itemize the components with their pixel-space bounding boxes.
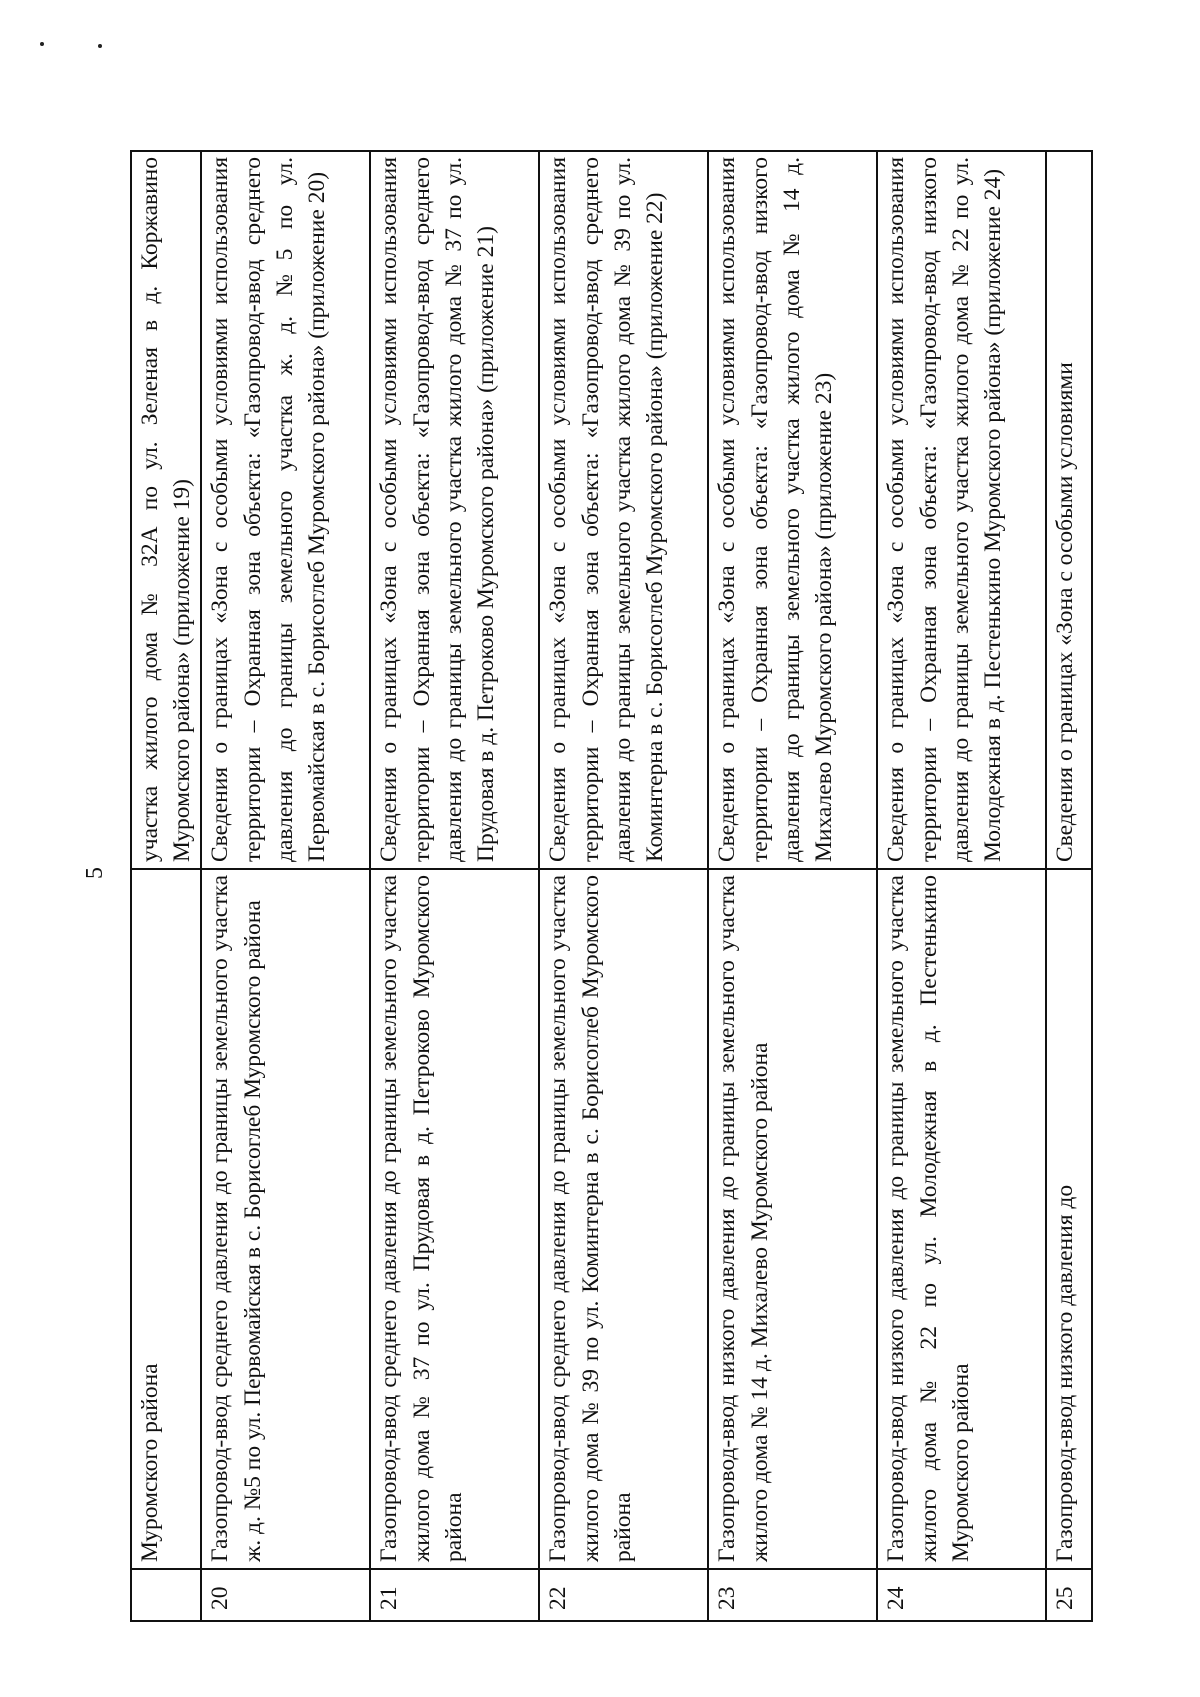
cell-number: 23 [708,1569,877,1621]
table-row [201,151,370,1621]
cell-zone-info: Сведения о границах «Зона с особыми условиями использования территории – Охранная зона объекта: «Газопровод-ввод низкого давления до границы земельного участка жилого дома № 22 по ул. Молодежная в д. Пестенькино Муромского района» (приложение 24) [877,151,1046,869]
cell-object-name: Газопровод-ввод низкого давления до границы земельного участка жилого дома № 14 д. Михалево Муромского района [708,869,877,1569]
table-row [1046,151,1092,1621]
page-number: 5 [82,867,108,879]
cell-object-name: Муромского района [131,869,201,1569]
cell-zone-info: Сведения о границах «Зона с особыми условиями [1046,151,1092,869]
table-row [370,151,539,1621]
cell-number [131,1569,201,1621]
cell-zone-info: Сведения о границах «Зона с особыми условиями использования территории – Охранная зона объекта: «Газопровод-ввод низкого давления до границы земельного участка жилого дома № 14 д. Михалево Муромского района» (приложение 23) [708,151,877,869]
cell-zone-info: Сведения о границах «Зона с особыми условиями использования территории – Охранная зона объекта: «Газопровод-ввод среднего давления до границы земельного участка жилого дома № 39 по ул. Коминтерна в с. Борисоглеб Муромского района» (приложение 22) [539,151,708,869]
cell-object-name: Газопровод-ввод среднего давления до границы земельного участка жилого дома № 39 по ул. Коминтерна в с. Борисоглеб Муромского района [539,869,708,1569]
cell-zone-info: участка жилого дома № 32А по ул. Зеленая в д. Коржавино Муромского района» (приложение 19) [131,151,201,869]
cell-number: 22 [539,1569,708,1621]
cell-number: 24 [877,1569,1046,1621]
cell-zone-info: Сведения о границах «Зона с особыми условиями использования территории – Охранная зона объекта: «Газопровод-ввод среднего давления до границы земельного участка жилого дома № 37 по ул. Прудовая в д. Петроково Муромского района» (приложение 21) [370,151,539,869]
table-row-continuation [131,151,201,1621]
cell-object-name: Газопровод-ввод низкого давления до [1046,869,1092,1569]
cell-object-name: Газопровод-ввод среднего давления до границы земельного участка жилого дома № 37 по ул. Прудовая в д. Петроково Муромского района [370,869,539,1569]
cell-number: 25 [1046,1569,1092,1621]
table-row [877,151,1046,1621]
cell-zone-info: Сведения о границах «Зона с особыми условиями использования территории – Охранная зона объекта: «Газопровод-ввод среднего давления до границы земельного участка ж. д. №5 по ул. Первомайская в с. Борисоглеб Муромского района» (приложение 20) [201,151,370,869]
table-row [708,151,877,1621]
table-row [539,151,708,1621]
cell-number: 20 [201,1569,370,1621]
cell-number: 21 [370,1569,539,1621]
cell-object-name: Газопровод-ввод среднего давления до границы земельного участка ж. д. №5 по ул. Первомайская в с. Борисоглеб Муромского района [201,869,370,1569]
document-table [130,150,1093,1622]
cell-object-name: Газопровод-ввод низкого давления до границы земельного участка жилого дома № 22 по ул. Молодежная в д. Пестенькино Муромского района [877,869,1046,1569]
